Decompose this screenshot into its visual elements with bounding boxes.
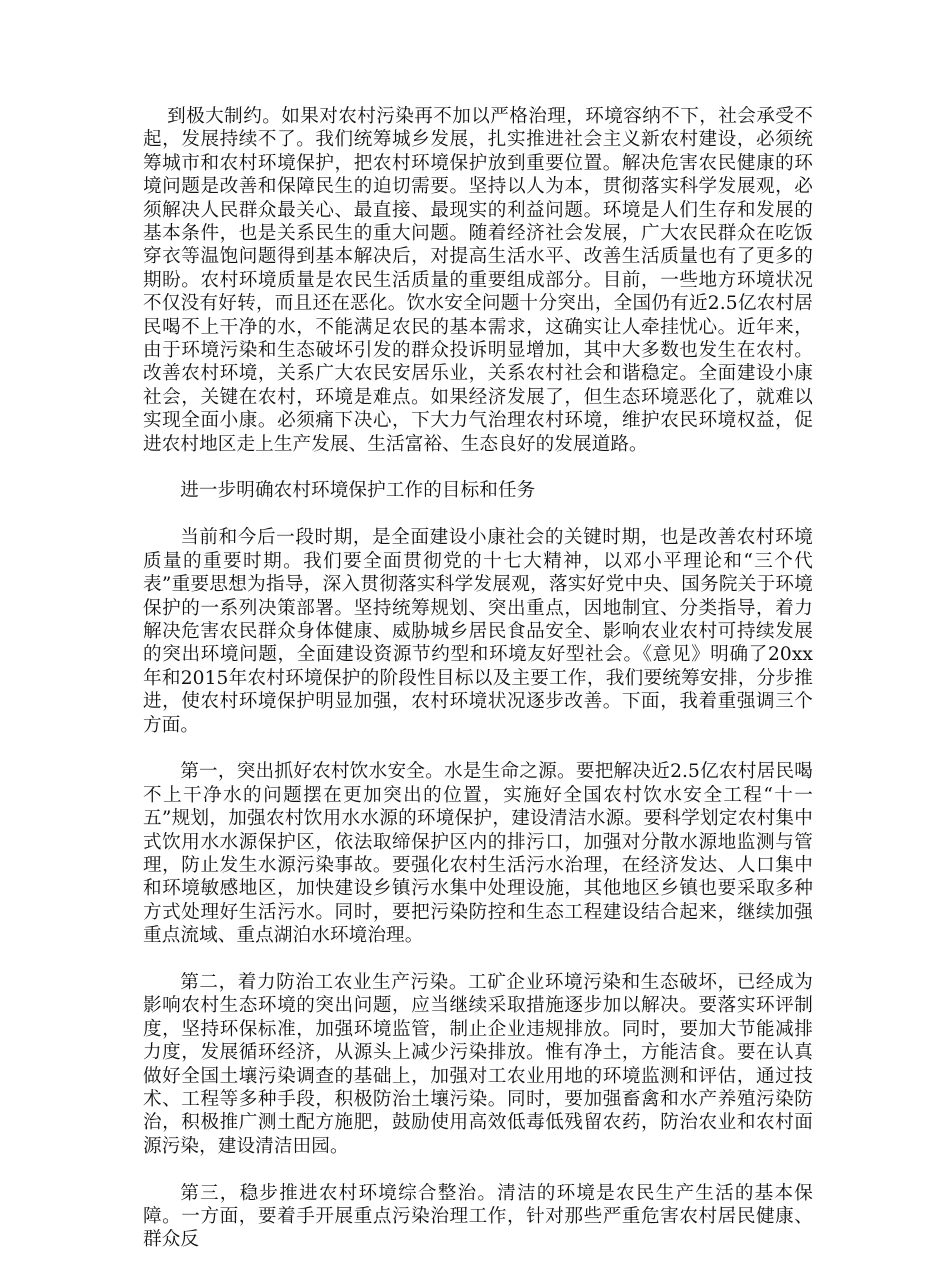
paragraph-5: 第三，稳步推进农村环境综合整治。清洁的环境是农民生产生活的基本保障。一方面，要着手开展重点污染治理工作，针对那些严重危害农村居民健康、群众反 — [143, 1182, 813, 1251]
paragraph-4: 第二，着力防治工农业生产污染。工矿企业环境污染和生态破坏，已经成为影响农村生态环境的突出问题，应当继续采取措施逐步加以解决。要落实环评制度，坚持环保标准，加强环境监管，制止企业违规排放。同时，要加大节能减排力度，发展循环经济，从源头上减少污染排放。惟有净土，方能洁食。要在认真做好全国土壤污染调查的基础上，加强对工农业用地的环境监测和评估，通过技术、工程等多种手段，积极防治土壤污染。同时，要加强畜禽和水产养殖污染防治，积极推广测土配方施肥，鼓励使用高效低毒低残留农药，防治农业和农村面源污染，建设清洁田园。 — [143, 971, 813, 1157]
section-heading: 进一步明确农村环境保护工作的目标和任务 — [180, 480, 536, 502]
paragraph-1: 到极大制约。如果对农村污染再不加以严格治理，环境容纳不下，社会承受不起，发展持续不了。我们统筹城乡发展，扎实推进社会主义新农村建设，必须统筹城市和农村环境保护，把农村环境保护放到重要位置。解决危害农民健康的环境问题是改善和保障民生的迫切需要。坚持以人为本，贯彻落实科学发展观，必须解决人民群众最关心、最直接、最现实的利益问题。环境是人们生存和发展的基本条件，也是关系民生的重大问题。随着经济社会发展，广大农民群众在吃饭穿衣等温饱问题得到基本解决后，对提高生活水平、改善生活质量也有了更多的期盼。农村环境质量是农民生活质量的重要组成部分。目前，一些地方环境状况不仅没有好转，而且还在恶化。饮水安全问题十分突出，全国仍有近2.5亿农村居民喝不上干净的水，不能满足农民的基本需求，这确实让人牵挂忧心。近年来，由于环境污染和生态破坏引发的群众投诉明显增加，其中大多数也发生在农村。改善农村环境，关系广大农民安居乐业，关系农村社会和谐稳定。全面建设小康社会，关键在农村，环境是难点。如果经济发展了，但生态环境恶化了，就难以实现全面小康。必须痛下决心，下大力气治理农村环境，维护农民环境权益，促进农村地区走上生产发展、生活富裕、生态良好的发展道路。 — [143, 106, 813, 455]
paragraph-2: 当前和今后一段时期，是全面建设小康社会的关键时期，也是改善农村环境质量的重要时期。我们要全面贯彻党的十七大精神，以邓小平理论和“三个代表”重要思想为指导，深入贯彻落实科学发展观，落实好党中央、国务院关于环境保护的一系列决策部署。坚持统筹规划、突出重点，因地制宜、分类指导，着力解决危害农民群众身体健康、威胁城乡居民食品安全、影响农业农村可持续发展的突出环境问题，全面建设资源节约型和环境友好型社会。《意见》明确了20xx年和2015年农村环境保护的阶段性目标以及主要工作，我们要统筹安排，分步推进，使农村环境保护明显加强，农村环境状况逐步改善。下面，我着重强调三个方面。 — [143, 527, 813, 736]
document-page — [143, 105, 813, 1275]
paragraph-3: 第一，突出抓好农村饮水安全。水是生命之源。要把解决近2.5亿农村居民喝不上干净水的问题摆在更加突出的位置，实施好全国农村饮水安全工程“十一五”规划，加强农村饮用水水源的环境保护，建设清洁水源。要科学划定农村集中式饮用水水源保护区，依法取缔保护区内的排污口，加强对分散水源地监测与管理，防止发生水源污染事故。要强化农村生活污水治理，在经济发达、人口集中和环境敏感地区，加快建设乡镇污水集中处理设施，其他地区乡镇也要采取多种方式处理好生活污水。同时，要把污染防控和生态工程建设结合起来，继续加强重点流域、重点湖泊水环境治理。 — [143, 761, 813, 947]
